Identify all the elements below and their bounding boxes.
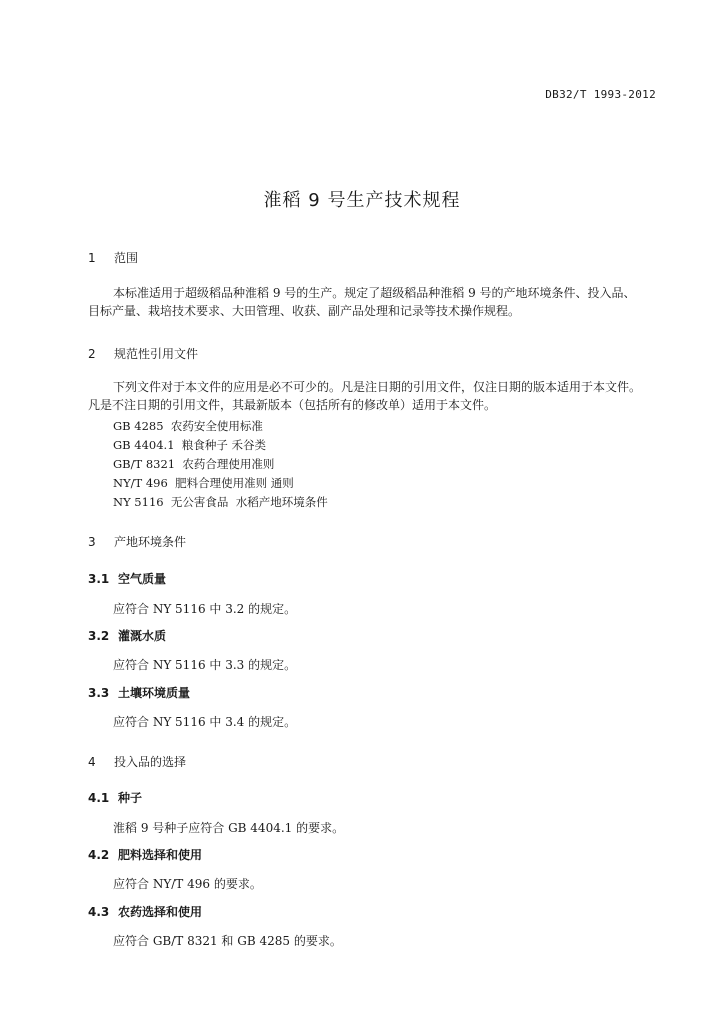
paragraph-line: 凡是不注日期的引用文件，其最新版本（包括所有的修改单）适用于本文件。 (88, 398, 497, 412)
section-title: 产地环境条件 (114, 535, 187, 549)
section-1-heading (88, 249, 138, 266)
paragraph-line: 下列文件对于本文件的应用是必不可少的。凡是注日期的引用文件，仅注日期的版本适用于本文件。 (113, 380, 642, 394)
reference-item: GB/T 8321 农药合理使用准则 (113, 457, 275, 471)
subsection-4-3-text: 应符合 GB/T 8321 和 GB 4285 的要求。 (113, 934, 342, 948)
subsection-4-2-heading (88, 846, 202, 863)
subsection-3-2-text: 应符合 NY 5116 中 3.3 的规定。 (113, 658, 297, 672)
subsection-4-3-heading (88, 903, 202, 920)
section-number: 1 (88, 251, 96, 265)
section-2-paragraph (88, 378, 663, 414)
paragraph-line: 目标产量、栽培技术要求、大田管理、收获、副产品处理和记录等技术操作规程。 (88, 304, 521, 318)
section-title: 规范性引用文件 (114, 347, 199, 361)
document-code: DB32/T 1993-2012 (545, 88, 656, 101)
section-number: 4 (88, 755, 96, 769)
subsection-title: 肥料选择和使用 (118, 848, 203, 862)
subsection-number: 4.1 (88, 791, 110, 805)
subsection-number: 4.3 (88, 905, 110, 919)
reference-item: NY/T 496 肥料合理使用准则 通则 (113, 476, 294, 490)
subsection-title: 空气质量 (118, 572, 167, 586)
reference-item: GB 4285 农药安全使用标准 (113, 419, 263, 433)
subsection-3-3-heading (88, 684, 190, 701)
document-title: 淮稻 9 号生产技术规程 (263, 190, 461, 211)
section-2-heading (88, 345, 198, 362)
section-title: 投入品的选择 (114, 755, 187, 769)
section-title: 范围 (114, 251, 139, 265)
subsection-number: 3.1 (88, 572, 110, 586)
subsection-4-2-text: 应符合 NY/T 496 的要求。 (113, 877, 262, 891)
subsection-title: 灌溉水质 (118, 629, 167, 643)
subsection-title: 种子 (118, 791, 143, 805)
subsection-number: 4.2 (88, 848, 110, 862)
subsection-3-1-heading (88, 570, 166, 587)
subsection-4-1-text: 淮稻 9 号种子应符合 GB 4404.1 的要求。 (113, 821, 345, 835)
section-4-heading (88, 753, 186, 770)
subsection-3-3-text: 应符合 NY 5116 中 3.4 的规定。 (113, 715, 297, 729)
subsection-title: 土壤环境质量 (118, 686, 191, 700)
section-number: 3 (88, 535, 96, 549)
subsection-number: 3.3 (88, 686, 110, 700)
section-3-heading (88, 533, 186, 550)
reference-item: GB 4404.1 粮食种子 禾谷类 (113, 438, 266, 452)
section-number: 2 (88, 347, 96, 361)
subsection-title: 农药选择和使用 (118, 905, 203, 919)
subsection-3-2-heading (88, 627, 166, 644)
subsection-number: 3.2 (88, 629, 110, 643)
section-1-paragraph (88, 284, 663, 320)
reference-item: NY 5116 无公害食品 水稻产地环境条件 (113, 495, 328, 509)
subsection-3-1-text: 应符合 NY 5116 中 3.2 的规定。 (113, 602, 297, 616)
paragraph-line: 本标准适用于超级稻品种淮稻 9 号的生产。规定了超级稻品种淮稻 9 号的产地环境条件、投入品、 (113, 286, 636, 300)
subsection-4-1-heading (88, 789, 142, 806)
